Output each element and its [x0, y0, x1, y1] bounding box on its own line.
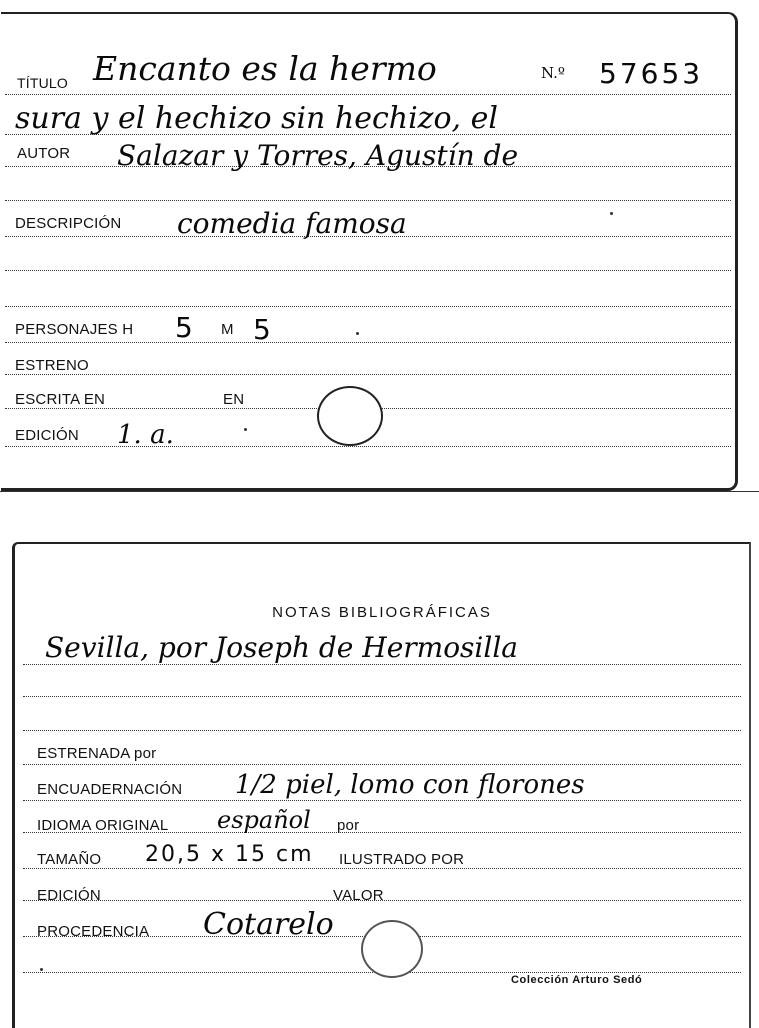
card-edge-line	[0, 491, 759, 492]
label-en: EN	[223, 391, 245, 408]
handwritten-encuadernacion: 1/2 piel, lomo con florones	[235, 770, 585, 800]
handwritten-personajes-h: 5	[175, 311, 196, 344]
rule-line	[23, 696, 741, 697]
label-edicion-back: EDICIÓN	[37, 887, 101, 904]
handwritten-titulo-line2: sura y el hechizo sin hechizo, el	[15, 101, 498, 136]
handwritten-personajes-m: 5	[253, 313, 274, 346]
label-valor: VALOR	[333, 887, 384, 904]
scan-speck	[40, 968, 43, 971]
label-edicion: EDICIÓN	[15, 427, 79, 444]
handwritten-notas: Sevilla, por Joseph de Hermosilla	[45, 631, 518, 664]
rule-line	[5, 306, 731, 307]
label-autor: AUTOR	[17, 145, 71, 162]
label-escrita-en: ESCRITA EN	[15, 391, 106, 408]
label-por: por	[337, 817, 360, 834]
handwritten-edicion: 1. a.	[117, 420, 174, 450]
scan-speck	[356, 332, 359, 335]
rule-line	[23, 800, 741, 801]
handwritten-numero: 57653	[599, 57, 704, 90]
label-idioma-original: IDIOMA ORIGINAL	[37, 817, 169, 834]
rule-line	[23, 664, 741, 665]
label-encuadernacion: ENCUADERNACIÓN	[37, 781, 183, 798]
handwritten-procedencia: Cotarelo	[203, 907, 334, 942]
label-estreno: ESTRENO	[15, 357, 89, 374]
rule-line	[5, 200, 731, 201]
punch-hole	[361, 920, 423, 978]
handwritten-idioma: español	[217, 806, 311, 834]
handwritten-descripcion: comedia famosa	[177, 207, 407, 240]
handwritten-tamano: 20,5 x 15 cm	[145, 842, 314, 867]
label-tamano: TAMAÑO	[37, 851, 102, 868]
collection-credit: Colección Arturo Sedó	[511, 974, 643, 986]
label-ilustrado-por: ILUSTRADO POR	[339, 851, 465, 868]
rule-line	[23, 764, 741, 765]
notas-bibliograficas-heading: NOTAS BIBLIOGRÁFICAS	[272, 604, 492, 621]
catalog-card-front	[1, 12, 738, 491]
rule-line	[23, 868, 741, 869]
rule-line	[5, 342, 731, 343]
label-estrenada-por: ESTRENADA por	[37, 745, 157, 762]
label-procedencia: PROCEDENCIA	[37, 923, 150, 940]
rule-line	[5, 94, 731, 95]
catalog-card-back	[12, 542, 751, 1028]
scan-speck	[610, 212, 613, 215]
punch-hole	[317, 386, 383, 446]
rule-line	[5, 446, 731, 447]
handwritten-titulo-line1: Encanto es la hermo	[93, 49, 437, 88]
label-descripcion: DESCRIPCIÓN	[15, 215, 122, 232]
rule-line	[5, 270, 731, 271]
label-m: M	[221, 321, 234, 338]
handwritten-autor: Salazar y Torres, Agustín de	[117, 139, 519, 172]
rule-line	[5, 374, 731, 375]
label-personajes-h: PERSONAJES H	[15, 321, 134, 338]
handwritten-numero-prefix: N.º	[541, 64, 565, 82]
rule-line	[23, 730, 741, 731]
label-titulo: TÍTULO	[17, 75, 68, 91]
scan-speck	[244, 428, 247, 431]
